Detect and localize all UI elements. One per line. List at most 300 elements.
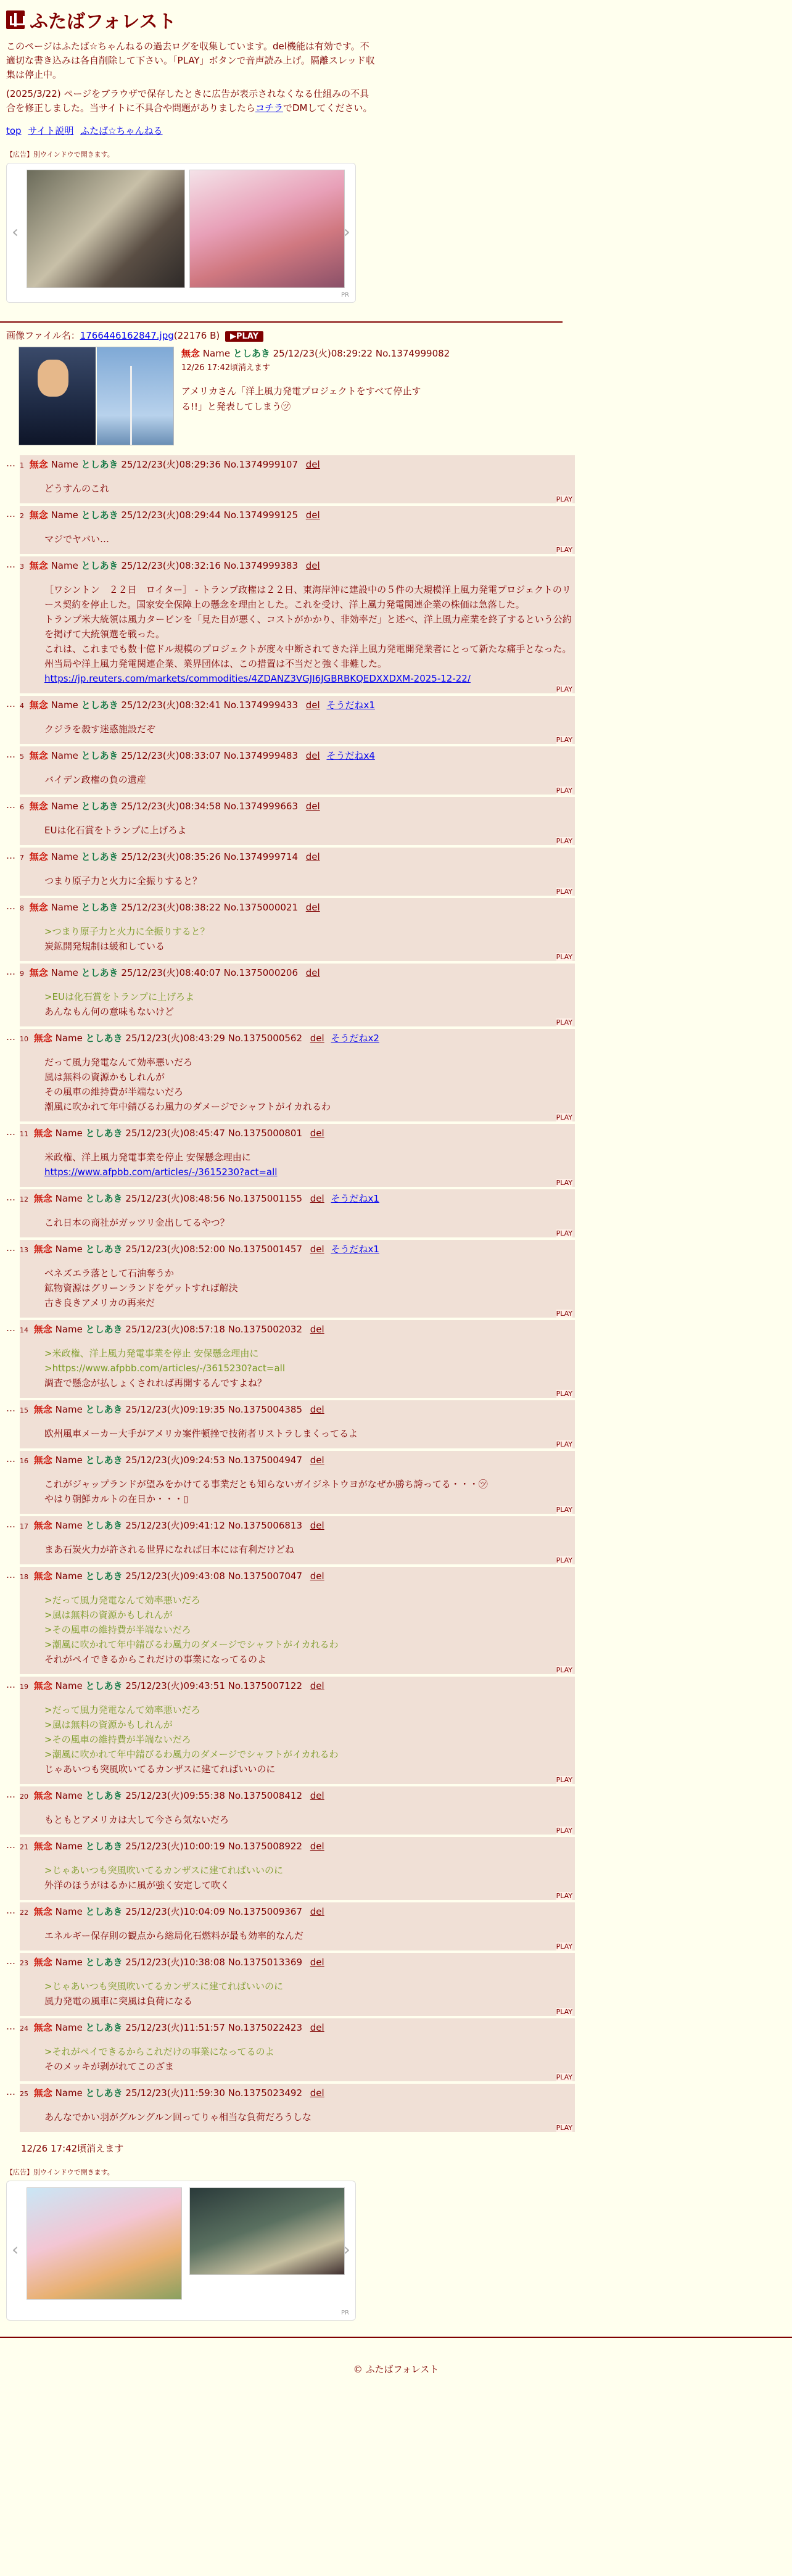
top-nav xyxy=(6,124,786,137)
reply xyxy=(6,1124,792,1187)
reply-play-button[interactable]: PLAY xyxy=(556,2124,572,2132)
reply-dash: … xyxy=(6,1569,15,1580)
reply-dash: … xyxy=(6,1839,15,1851)
reply-play-button[interactable]: PLAY xyxy=(556,1506,572,1514)
reply-header xyxy=(20,966,575,981)
reply-body xyxy=(44,1215,575,1237)
reply-box xyxy=(20,848,575,896)
op-thumbnail[interactable] xyxy=(19,347,174,445)
reply-subject: 無念 xyxy=(29,700,48,711)
sodane-link[interactable]: そうだねx2 xyxy=(331,1033,379,1044)
reply-subject: 無念 xyxy=(33,1841,52,1852)
reply-subject: 無念 xyxy=(33,1244,52,1255)
reply-play-button[interactable]: PLAY xyxy=(556,1827,572,1835)
reply-datetime: 25/12/23(火)08:29:44 xyxy=(121,510,221,521)
reply-line: つまり原子力と火力に全振りすると？ xyxy=(44,875,202,886)
reply-datetime: 25/12/23(火)09:43:51 xyxy=(125,1680,225,1691)
reply-url-link[interactable]: https://jp.reuters.com/markets/commodities/4ZDANZ3VGJI6JGBRBKQEDXXDXM-2025-12-22/ xyxy=(44,673,471,684)
op-expire: 12/26 17:42頃消えます xyxy=(181,363,271,373)
reply-number: No.1374999433 xyxy=(223,700,298,711)
ad-label-bottom: 【広告】別ウインドウで開きます。 xyxy=(6,2168,114,2176)
reply-body xyxy=(44,2044,575,2081)
reply-index: 12 xyxy=(20,1195,28,1203)
reply-body xyxy=(44,772,575,795)
quote-line: >潮風に吹かれて年中錆びるわ風力のダメージでシャフトがイカれるわ xyxy=(44,1639,339,1650)
reply-body xyxy=(44,1863,575,1900)
reply-box xyxy=(20,1400,575,1448)
reply-header xyxy=(20,1789,575,1804)
reply-body xyxy=(44,532,575,554)
reply-name-label: Name xyxy=(51,700,78,711)
reply-index: 15 xyxy=(20,1406,28,1414)
del-link[interactable]: del xyxy=(305,967,320,978)
reply-number: No.1374999107 xyxy=(223,459,298,470)
prev-arrow-icon[interactable]: ‹ xyxy=(12,221,19,242)
reply-list xyxy=(6,455,792,2132)
reply-name-label: Name xyxy=(55,1957,83,1968)
reply-header xyxy=(20,1519,575,1534)
next-arrow-icon[interactable]: › xyxy=(343,2239,350,2260)
reply-header xyxy=(20,1126,575,1141)
reply-name-label: Name xyxy=(55,1790,83,1801)
reply-box xyxy=(20,746,575,795)
reply-dash: … xyxy=(6,1519,15,1530)
reply-play-button[interactable]: PLAY xyxy=(556,1179,572,1187)
reply-body xyxy=(44,823,575,845)
reply-index: 24 xyxy=(20,2025,28,2033)
reply-name: としあき xyxy=(81,510,118,521)
del-link[interactable]: del xyxy=(310,1193,324,1204)
reply-line: バイデン政権の負の遺産 xyxy=(44,774,146,785)
reply-name: としあき xyxy=(81,560,118,571)
del-link[interactable]: del xyxy=(310,1680,324,1691)
reply-dash: … xyxy=(6,1453,15,1464)
reply-dash: … xyxy=(6,2021,15,2032)
reply-name-label: Name xyxy=(55,1193,83,1204)
reply-dash: … xyxy=(6,1323,15,1334)
reply-number: No.1374999483 xyxy=(223,750,298,761)
reply-dash: … xyxy=(6,966,15,977)
reply-box xyxy=(20,2084,575,2132)
reply-subject: 無念 xyxy=(33,1455,52,1466)
reply-play-button[interactable]: PLAY xyxy=(556,1942,572,1951)
del-link[interactable]: del xyxy=(310,1906,324,1917)
del-link[interactable]: del xyxy=(310,1324,324,1335)
del-link[interactable]: del xyxy=(310,2087,324,2099)
op-post xyxy=(0,323,792,445)
reply-number: No.1375000801 xyxy=(228,1128,302,1139)
reply-box xyxy=(20,1516,575,1564)
reply-number: No.1375007122 xyxy=(228,1680,302,1691)
ad-banner-2[interactable] xyxy=(189,170,345,288)
reply-body xyxy=(44,1812,575,1835)
reply xyxy=(6,1029,792,1121)
reply-url-link[interactable]: https://www.afpbb.com/articles/-/3615230?act=all xyxy=(44,1166,278,1178)
op-content xyxy=(19,347,786,445)
reply-play-button[interactable]: PLAY xyxy=(556,2008,572,2016)
reply-line: これがジャップランドが望みをかけてる事業だとも知らないガイジネトウヨがなぜか勝ち誇ってる・・・㋡ xyxy=(44,1479,488,1490)
reply-play-button[interactable]: PLAY xyxy=(556,736,572,744)
reply xyxy=(6,455,792,503)
reply xyxy=(6,1240,792,1318)
reply-dash: … xyxy=(6,2086,15,2097)
reply-header xyxy=(20,1453,575,1468)
notice-bugfix-pre: (2025/3/22) ページをブラウザで保存したときに広告が表示されなくなる仕組みの不具合を修正しました。当サイトに不具合や問題がありましたら xyxy=(6,88,369,114)
reply-line: 外洋のほうがはるかに風が強く安定して吹く xyxy=(44,1880,230,1891)
reply-body xyxy=(44,1055,575,1121)
reply-play-button[interactable]: PLAY xyxy=(556,786,572,795)
reply-name: としあき xyxy=(85,1244,123,1255)
reply-subject: 無念 xyxy=(33,2087,52,2099)
reply-index: 4 xyxy=(20,702,24,710)
reply-line: 炭鉱開発規制は緩和している xyxy=(44,941,165,952)
del-link[interactable]: del xyxy=(305,902,320,913)
reply-header xyxy=(20,559,575,574)
reply-play-button[interactable]: PLAY xyxy=(556,495,572,503)
reply-index: 1 xyxy=(20,461,24,469)
del-link[interactable]: del xyxy=(305,851,320,862)
reply-name-label: Name xyxy=(55,1128,83,1139)
reply-play-button[interactable]: PLAY xyxy=(556,1892,572,1900)
reply-line: 古き良きアメリカの再来だ xyxy=(44,1297,155,1308)
del-link[interactable]: del xyxy=(310,2022,324,2033)
footer: © ふたばフォレスト xyxy=(353,2364,439,2375)
reply-box xyxy=(20,1677,575,1784)
del-link[interactable]: del xyxy=(310,1455,324,1466)
reply-play-button[interactable]: PLAY xyxy=(556,1440,572,1448)
reply-name: としあき xyxy=(85,1680,123,1691)
reply-name-label: Name xyxy=(51,459,78,470)
reply-name: としあき xyxy=(85,2022,123,2033)
del-link[interactable]: del xyxy=(310,1957,324,1968)
reply-play-button[interactable]: PLAY xyxy=(556,1776,572,1784)
reply-subject: 無念 xyxy=(33,1790,52,1801)
reply-header xyxy=(20,1955,575,1970)
reply-name-label: Name xyxy=(51,560,78,571)
reply-dash: … xyxy=(6,1955,15,1967)
ad-banner-3[interactable] xyxy=(27,2187,182,2300)
footer-divider xyxy=(0,2337,792,2338)
reply-name-label: Name xyxy=(51,851,78,862)
reply-datetime: 25/12/23(火)08:43:29 xyxy=(125,1033,225,1044)
tree-logo-icon xyxy=(6,10,25,29)
reply-index: 2 xyxy=(20,512,24,520)
reply-body xyxy=(44,481,575,503)
reply-subject: 無念 xyxy=(33,2022,52,2033)
reply-header xyxy=(20,1905,575,1920)
reply-box xyxy=(20,1837,575,1900)
quote-line: >じゃあいつも突風吹いてるカンザスに建てればいいのに xyxy=(44,1865,283,1876)
reply-name-label: Name xyxy=(51,902,78,913)
reply-play-button[interactable]: PLAY xyxy=(556,685,572,693)
reply xyxy=(6,964,792,1026)
reply-subject: 無念 xyxy=(33,1193,52,1204)
sodane-link[interactable]: そうだねx1 xyxy=(331,1244,379,1255)
del-link[interactable]: del xyxy=(310,1244,324,1255)
reply-body xyxy=(44,722,575,744)
reply-header xyxy=(20,1403,575,1418)
reply-box xyxy=(20,1567,575,1674)
del-link[interactable]: del xyxy=(310,1520,324,1531)
reply-dash: … xyxy=(6,1905,15,1916)
reply-line: 米政権、洋上風力発電事業を停止 安保懸念理由に xyxy=(44,1152,251,1163)
sodane-link[interactable]: そうだねx4 xyxy=(326,750,375,761)
del-link[interactable]: del xyxy=(310,1033,324,1044)
reply-subject: 無念 xyxy=(29,851,48,862)
reply-box xyxy=(20,1320,575,1398)
reply-name-label: Name xyxy=(51,510,78,521)
reply-name: としあき xyxy=(85,1404,123,1415)
file-info xyxy=(6,329,786,342)
del-link[interactable]: del xyxy=(310,1128,324,1139)
sodane-link[interactable]: そうだねx1 xyxy=(331,1193,379,1204)
reply-play-button[interactable]: PLAY xyxy=(556,837,572,845)
reply-name-label: Name xyxy=(55,2087,83,2099)
reply-name-label: Name xyxy=(51,801,78,812)
reply xyxy=(6,1567,792,1674)
reply-header xyxy=(20,458,575,473)
site-title: ふたばフォレスト xyxy=(30,11,176,33)
reply-number: No.1375007047 xyxy=(228,1571,302,1582)
reply-body xyxy=(44,1979,575,2016)
header xyxy=(0,0,792,159)
reply-dash: … xyxy=(6,1031,15,1042)
reply-datetime: 25/12/23(火)08:57:18 xyxy=(125,1324,225,1335)
reply-number: No.1375001457 xyxy=(228,1244,302,1255)
reply-subject: 無念 xyxy=(33,1033,52,1044)
reply-number: No.1375004385 xyxy=(228,1404,302,1415)
reply-number: No.1375000021 xyxy=(223,902,298,913)
reply xyxy=(6,1902,792,1951)
reply-dash: … xyxy=(6,559,15,570)
reply-header xyxy=(20,698,575,713)
reply-line: トランプ米大統領は風力タービンを「見た目が悪く、コストがかかり、非効率だ」と述べ、洋上風力産業を終了するという公約を掲げて大統領選を戦った。 xyxy=(44,614,572,640)
futaba-link[interactable]: ふたば☆ちゃんねる xyxy=(80,125,163,136)
reply-dash: … xyxy=(6,1126,15,1137)
quote-line: >風は無料の資源かもしれんが xyxy=(44,1609,173,1620)
reply-name: としあき xyxy=(85,1906,123,1917)
del-link[interactable]: del xyxy=(310,1790,324,1801)
del-link[interactable]: del xyxy=(305,801,320,812)
ad-banner-1[interactable] xyxy=(27,170,185,288)
reply-subject: 無念 xyxy=(29,967,48,978)
reply xyxy=(6,506,792,554)
reply-line: じゃあいつも突風吹いてるカンザスに建てればいいのに xyxy=(44,1764,276,1775)
del-link[interactable]: del xyxy=(305,700,320,711)
contact-link[interactable]: コチラ xyxy=(255,102,283,114)
reply-play-button[interactable]: PLAY xyxy=(556,546,572,554)
reply-header xyxy=(20,1242,575,1257)
reply-subject: 無念 xyxy=(33,1571,52,1582)
reply-play-button[interactable]: PLAY xyxy=(556,1113,572,1121)
reply-name: としあき xyxy=(85,1571,123,1582)
reply-number: No.1375013369 xyxy=(228,1957,302,1968)
reply xyxy=(6,1451,792,1514)
del-link[interactable]: del xyxy=(305,459,320,470)
reply-box xyxy=(20,1786,575,1835)
reply-index: 5 xyxy=(20,753,24,761)
file-label: 画像ファイル名： xyxy=(6,330,80,341)
op-datetime: 25/12/23(火)08:29:22 xyxy=(273,348,373,359)
reply-index: 21 xyxy=(20,1843,28,1851)
reply-name: としあき xyxy=(85,1957,123,1968)
quote-line: >その風車の維持費が半端ないだろ xyxy=(44,1734,191,1745)
reply-subject: 無念 xyxy=(29,560,48,571)
del-link[interactable]: del xyxy=(305,560,320,571)
reply-name: としあき xyxy=(85,1033,123,1044)
reply-index: 14 xyxy=(20,1326,28,1334)
reply-box xyxy=(20,1189,575,1237)
reply-name-label: Name xyxy=(55,2022,83,2033)
reply xyxy=(6,556,792,693)
reply-index: 23 xyxy=(20,1959,28,1967)
reply-name: としあき xyxy=(81,851,118,862)
pr-label: PR xyxy=(341,292,349,299)
del-link[interactable]: del xyxy=(310,1571,324,1582)
del-link[interactable]: del xyxy=(310,1404,324,1415)
reply-play-button[interactable]: PLAY xyxy=(556,953,572,961)
reply xyxy=(6,1320,792,1398)
reply-line: そのメッキが剥がれてこのざま xyxy=(44,2061,175,2072)
reply-header xyxy=(20,1031,575,1046)
reply-name-label: Name xyxy=(55,1841,83,1852)
op-info xyxy=(181,347,450,445)
reply-dash: … xyxy=(6,1242,15,1253)
reply-datetime: 25/12/23(火)10:38:08 xyxy=(125,1957,225,1968)
reply-number: No.1375008922 xyxy=(228,1841,302,1852)
reply-header xyxy=(20,799,575,814)
reply-line: ［ワシントン ２２日 ロイター］ - トランプ政権は２２日、東海岸沖に建設中の５件の大規模洋上風力発電プロジェクトのリース契約を停止した。国家安全保障上の懸念を理由とした。これを受け、洋上風力発電関連企業の株価は急落した。 xyxy=(44,584,571,610)
reply-number: No.1375006813 xyxy=(228,1520,302,1531)
reply-datetime: 25/12/23(火)09:43:08 xyxy=(125,1571,225,1582)
reply-datetime: 25/12/23(火)08:33:07 xyxy=(121,750,221,761)
reply-line: クジラを殺す迷惑施設だぞ xyxy=(44,724,156,735)
notice-collection: このページはふたば☆ちゃんねるの過去ログを収集しています。del機能は有効です。不適切な書き込みは各自削除して下さい。「PLAY」ボタンで音声読み上げ。隔離スレッド収集は停止中。 xyxy=(6,41,375,80)
reply-body xyxy=(44,1346,575,1398)
reply-play-button[interactable]: PLAY xyxy=(556,1018,572,1026)
reply-line: ベネズエラ落として石油奪うか xyxy=(44,1268,175,1279)
reply xyxy=(6,1400,792,1448)
reply-box xyxy=(20,1124,575,1187)
site-info-link[interactable]: サイト説明 xyxy=(28,125,74,136)
reply-line: あんなもん何の意味もないけど xyxy=(44,1006,175,1017)
reply xyxy=(6,848,792,896)
reply-name: としあき xyxy=(81,967,118,978)
reply-line: もともとアメリカは大して今さら気ないだろ xyxy=(44,1814,229,1825)
reply-index: 6 xyxy=(20,803,24,811)
reply-play-button[interactable]: PLAY xyxy=(556,1310,572,1318)
reply-index: 18 xyxy=(20,1573,28,1581)
reply-dash: … xyxy=(6,458,15,469)
reply-line: その風車の維持費が半端ないだろ xyxy=(44,1086,184,1097)
reply-line: 風は無料の資源かもしれんが xyxy=(44,1071,165,1083)
reply-index: 16 xyxy=(20,1457,28,1465)
reply-play-button[interactable]: PLAY xyxy=(556,1390,572,1398)
reply-index: 19 xyxy=(20,1683,28,1691)
op-name-label: Name xyxy=(202,348,231,359)
top-link[interactable]: top xyxy=(6,125,22,136)
ad-banner-4[interactable] xyxy=(189,2187,345,2275)
reply-body xyxy=(44,1266,575,1318)
reply-subject: 無念 xyxy=(33,1520,52,1531)
reply-dash: … xyxy=(6,749,15,760)
reply-name: としあき xyxy=(85,1520,123,1531)
quote-line: >だって風力発電なんて効率悪いだろ xyxy=(44,1704,200,1715)
reply-box xyxy=(20,455,575,503)
reply-dash: … xyxy=(6,698,15,709)
reply-play-button[interactable]: PLAY xyxy=(556,888,572,896)
reply-line: 潮風に吹かれて年中錆びるわ風力のダメージでシャフトがイカれるわ xyxy=(44,1101,331,1112)
reply-datetime: 25/12/23(火)09:19:35 xyxy=(125,1404,225,1415)
reply xyxy=(6,1516,792,1564)
op-play-button[interactable]: ▶PLAY xyxy=(225,331,263,342)
reply-play-button[interactable]: PLAY xyxy=(556,1666,572,1674)
reply-box xyxy=(20,1953,575,2016)
reply-play-button[interactable]: PLAY xyxy=(556,1229,572,1237)
reply xyxy=(6,2018,792,2081)
reply-body xyxy=(44,1150,575,1187)
reply-box xyxy=(20,1451,575,1514)
reply-box xyxy=(20,696,575,744)
op-header xyxy=(181,347,450,361)
reply-line: どうすんのこれ xyxy=(44,483,110,494)
reply-subject: 無念 xyxy=(33,1906,52,1917)
notice-bugfix xyxy=(6,87,376,115)
reply-name: としあき xyxy=(81,801,118,812)
reply xyxy=(6,2084,792,2132)
reply-datetime: 25/12/23(火)08:32:16 xyxy=(121,560,221,571)
reply-body xyxy=(44,1477,575,1514)
reply-name-label: Name xyxy=(55,1455,83,1466)
quote-line: >じゃあいつも突風吹いてるカンザスに建てればいいのに xyxy=(44,1981,283,1992)
reply-box xyxy=(20,1902,575,1951)
reply-body xyxy=(44,924,575,961)
reply-name: としあき xyxy=(85,1455,123,1466)
reply-play-button[interactable]: PLAY xyxy=(556,2073,572,2081)
reply-name-label: Name xyxy=(51,967,78,978)
reply-subject: 無念 xyxy=(33,1680,52,1691)
del-link[interactable]: del xyxy=(310,1841,324,1852)
reply-number: No.1375004947 xyxy=(228,1455,302,1466)
reply xyxy=(6,1837,792,1900)
reply-subject: 無念 xyxy=(29,801,48,812)
next-arrow-icon[interactable]: › xyxy=(343,221,350,242)
del-link[interactable]: del xyxy=(305,510,320,521)
reply-line: 調査で懸念が払しょくされれば再開するんですよね？ xyxy=(44,1377,267,1389)
reply-line: これは、これまでも数十億ドル規模のプロジェクトが度々中断されてきた洋上風力発電開発業者にとって新たな痛手となった。州当局や洋上風力発電関連企業、業界団体は、この措置は不当だと強く非難した。 xyxy=(44,643,572,669)
reply-box xyxy=(20,2018,575,2081)
reply-dash: … xyxy=(6,799,15,811)
file-link[interactable]: 1766446162847.jpg xyxy=(80,330,174,341)
op-body: アメリカさん「洋上風力発電プロジェクトをすべて停止する!!」と発表してしまう㋡ xyxy=(181,386,421,412)
reply-datetime: 25/12/23(火)10:04:09 xyxy=(125,1906,225,1917)
del-link[interactable]: del xyxy=(305,750,320,761)
reply-number: No.1375022423 xyxy=(228,2022,302,2033)
prev-arrow-icon[interactable]: ‹ xyxy=(12,2239,19,2260)
reply-name: としあき xyxy=(85,1128,123,1139)
reply-play-button[interactable]: PLAY xyxy=(556,1556,572,1564)
reply-name-label: Name xyxy=(55,1324,83,1335)
reply-subject: 無念 xyxy=(33,1404,52,1415)
quote-line: >それがペイできるからこれだけの事業になってるのよ xyxy=(44,2046,274,2057)
reply-box xyxy=(20,506,575,554)
reply-name: としあき xyxy=(81,700,118,711)
sodane-link[interactable]: そうだねx1 xyxy=(326,700,375,711)
reply-body xyxy=(44,2110,575,2132)
reply-number: No.1375023492 xyxy=(228,2087,302,2099)
reply-line: まあ石炭火力が許される世界になれば日本には有利だけどね xyxy=(44,1544,295,1555)
reply-dash: … xyxy=(6,508,15,519)
